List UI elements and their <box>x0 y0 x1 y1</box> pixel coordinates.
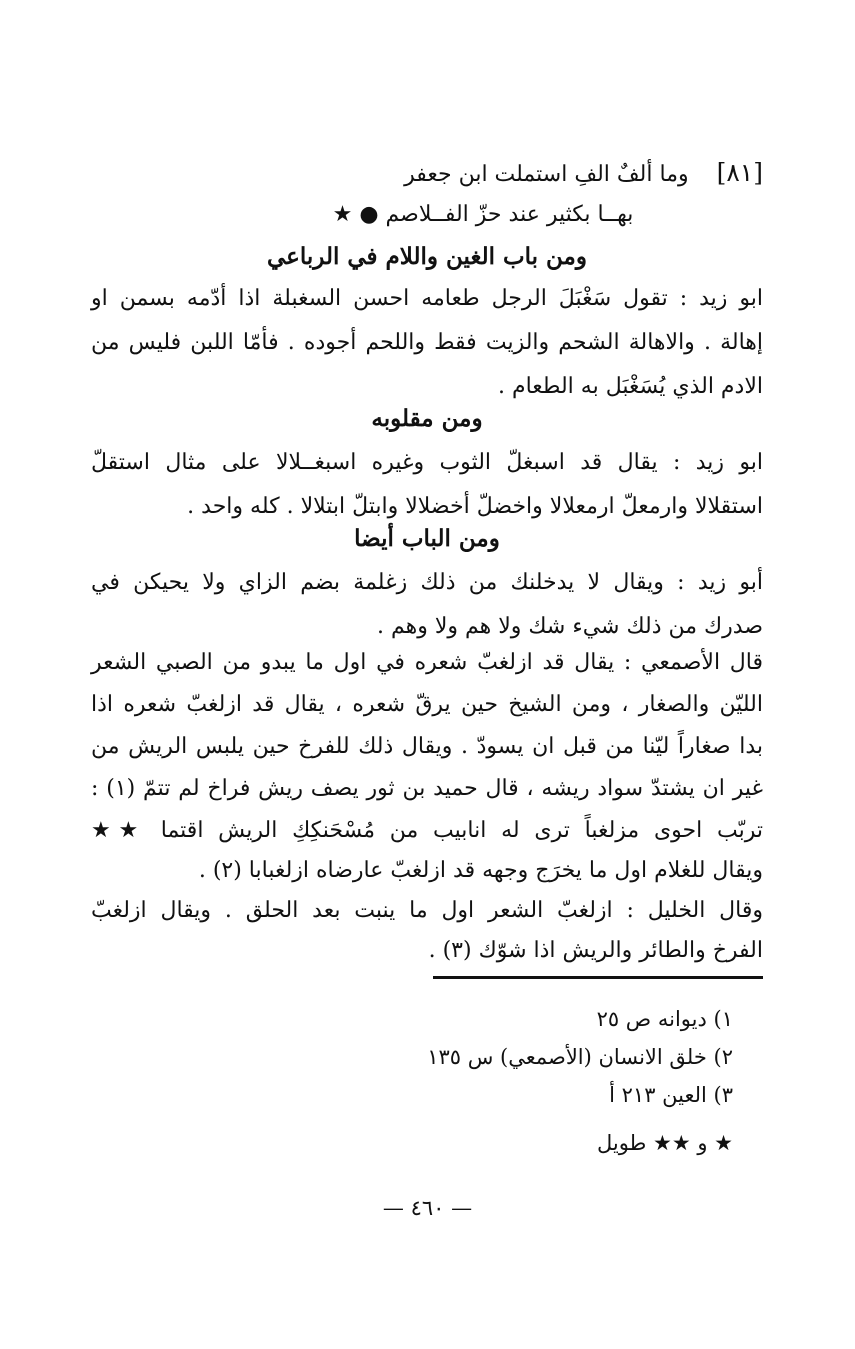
paragraph-line: وقال الخليل : ازلغبّ الشعر اول ما ينبت بعد الحلق . ويقال ازلغبّ <box>91 898 763 923</box>
entry-verse-line-2: بهــا بكثير عند حزّ الفــلاصم ● ★ <box>332 202 634 227</box>
footnote-1: ١) ديوانه ص ٢٥ <box>596 1007 733 1031</box>
section-heading-3: ومن الباب أيضا <box>354 525 500 552</box>
paragraph-line: صدرك من ذلك شيء شك ولا هم ولا وهم . <box>376 614 763 639</box>
poem-verse: تربّب احوى مزلغباً ترى له انابيب من مُسْحَنكِكِ الريش اقتما ★★ <box>91 818 763 843</box>
footnote-2: ٢) خلق الانسان (الأصمعي) س ١٣٥ <box>427 1045 733 1069</box>
paragraph-line: ابو زيد : تقول سَغْبَلَ الرجل طعامه احسن السغبلة اذا أدّمه بسمن او <box>91 286 763 311</box>
footnote-3: ٣) العين ٢١٣ أ <box>609 1083 733 1107</box>
paragraph-line: قال الأصمعي : يقال قد ازلغبّ شعره في اول ما يبدو من الصبي الشعر <box>91 650 763 675</box>
paragraph-line: الادم الذي يُسَغْبَل به الطعام . <box>498 374 763 399</box>
section-heading-1: ومن باب الغين واللام في الرباعي <box>266 243 587 270</box>
page-number: — ٤٦٠ — <box>382 1196 473 1220</box>
paragraph-line: ويقال للغلام اول ما يخرَج وجهه قد ازلغبّ عارضاه ازلغبابا (٢) . <box>198 858 763 883</box>
verse-text: وما ألفٌ الفِ استملت ابن جعفر <box>404 162 689 187</box>
footnote-divider <box>433 976 763 979</box>
paragraph-line: أبو زيد : ويقال لا يدخلنك من ذلك زغلمة بضم الزاي ولا يحيكن في <box>91 570 763 595</box>
paragraph-line: إهالة . والاهالة الشحم والزيت فقط واللحم أجوده . فأمّا اللبن فليس من <box>91 330 763 355</box>
paragraph-line: بدا صغاراً ليّنا من قبل ان يسودّ . ويقال ذلك للفرخ حين يلبس الريش من <box>91 734 763 759</box>
paragraph-line: غير ان يشتدّ سواد ريشه ، قال حميد بن ثور يصف ريش فراخ لم تتمّ (١) : <box>91 776 763 801</box>
paragraph-line: استقلالا وارمعلّ ارمعلالا واخضلّ أخضلالا وابتلّ ابتلالا . كله واحد . <box>187 494 763 519</box>
footnote-meter-note: ★ و ★★ طويل <box>597 1131 733 1155</box>
entry-number: [٨١] <box>716 158 763 187</box>
paragraph-line: ابو زيد : يقال قد اسبغلّ الثوب وغيره اسبغــلالا على مثال استقلّ <box>91 450 763 475</box>
paragraph-line: الليّن والصغار ، ومن الشيخ حين يرقّ شعره ، يقال قد ازلغبّ شعره اذا <box>91 692 763 717</box>
paragraph-line: الفرخ والطائر والريش اذا شوّك (٣) . <box>428 938 763 963</box>
section-heading-2: ومن مقلوبه <box>371 405 483 432</box>
entry-verse-line-1 <box>203 150 763 198</box>
